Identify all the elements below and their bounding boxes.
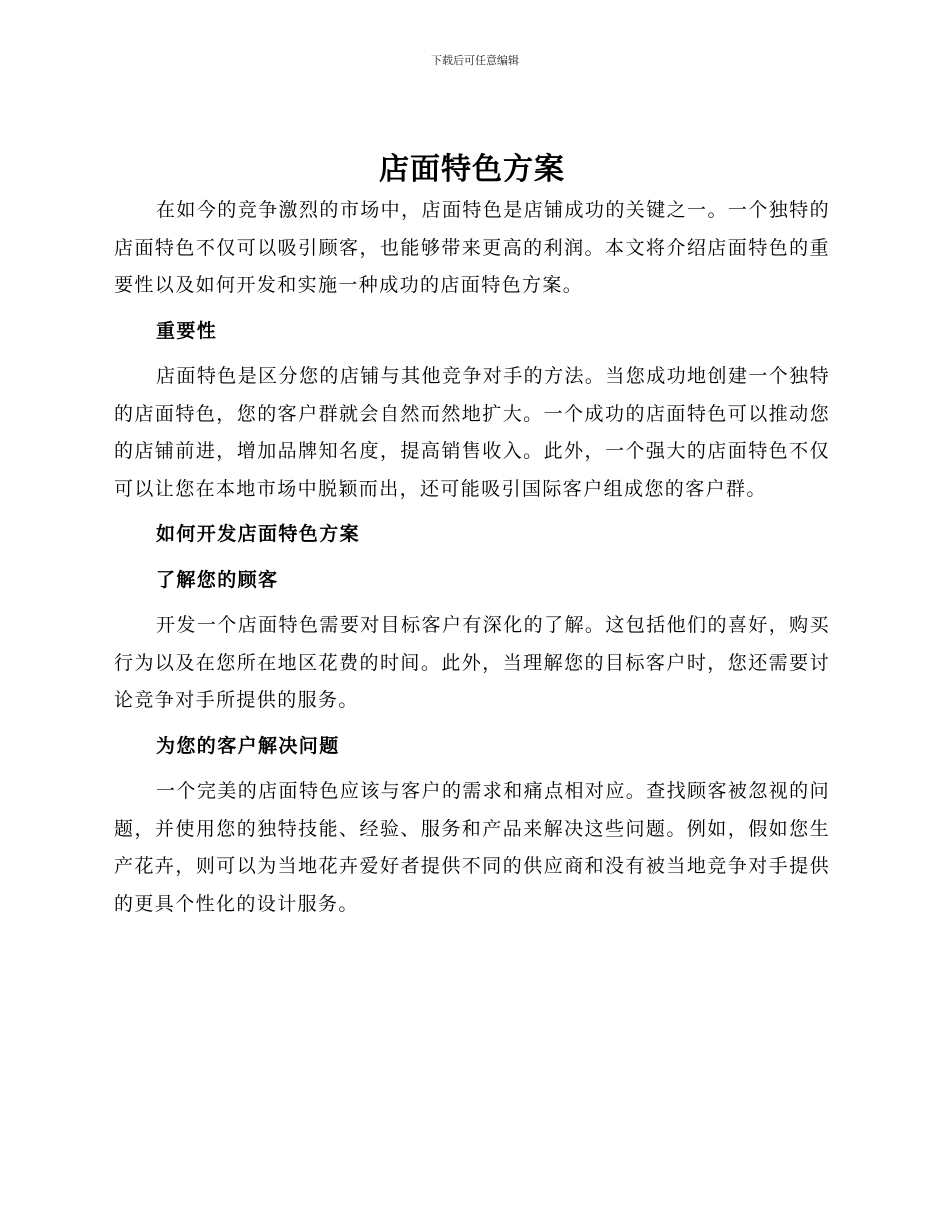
develop-heading: 如何开发店面特色方案 xyxy=(156,523,361,545)
importance-heading: 重要性 xyxy=(156,319,218,342)
importance-paragraph: 店面特色是区分您的店铺与其他竞争对手的方法。当您成功地创建一个独特的店面特色，您的客户群就会自然而然地扩大。一个成功的店面特色可以推动您的店铺前进，增加品牌知名度，提高销售收入。此外，一个强大的店面特色不仅可以让您在本地市场中脱颖而出，还可能吸引国际客户组成您的客户群。 xyxy=(114,365,830,500)
document-title: 店面特色方案 xyxy=(379,152,565,187)
document-body xyxy=(114,150,830,931)
intro-paragraph: 在如今的竞争激烈的市场中，店面特色是店铺成功的关键之一。一个独特的店面特色不仅可以吸引顾客，也能够带来更高的利润。本文将介绍店面特色的重要性以及如何开发和实施一种成功的店面特色方案。 xyxy=(114,199,830,296)
know-customers-paragraph: 开发一个店面特色需要对目标客户有深化的了解。这包括他们的喜好，购买行为以及在您所在地区花费的时间。此外，当理解您的目标客户时，您还需要讨论竞争对手所提供的服务。 xyxy=(114,614,830,711)
solve-problems-paragraph: 一个完美的店面特色应该与客户的需求和痛点相对应。查找顾客被忽视的问题，并使用您的独特技能、经验、服务和产品来解决这些问题。例如，假如您生产花卉，则可以为当地花卉爱好者提供不同的供应商和没有被当地竞争对手提供的更具个性化的设计服务。 xyxy=(114,780,830,915)
know-customers-heading: 了解您的顾客 xyxy=(156,568,279,591)
page-header-note: 下载后可任意编辑 xyxy=(431,54,519,67)
solve-problems-heading: 为您的客户解决问题 xyxy=(156,734,340,757)
